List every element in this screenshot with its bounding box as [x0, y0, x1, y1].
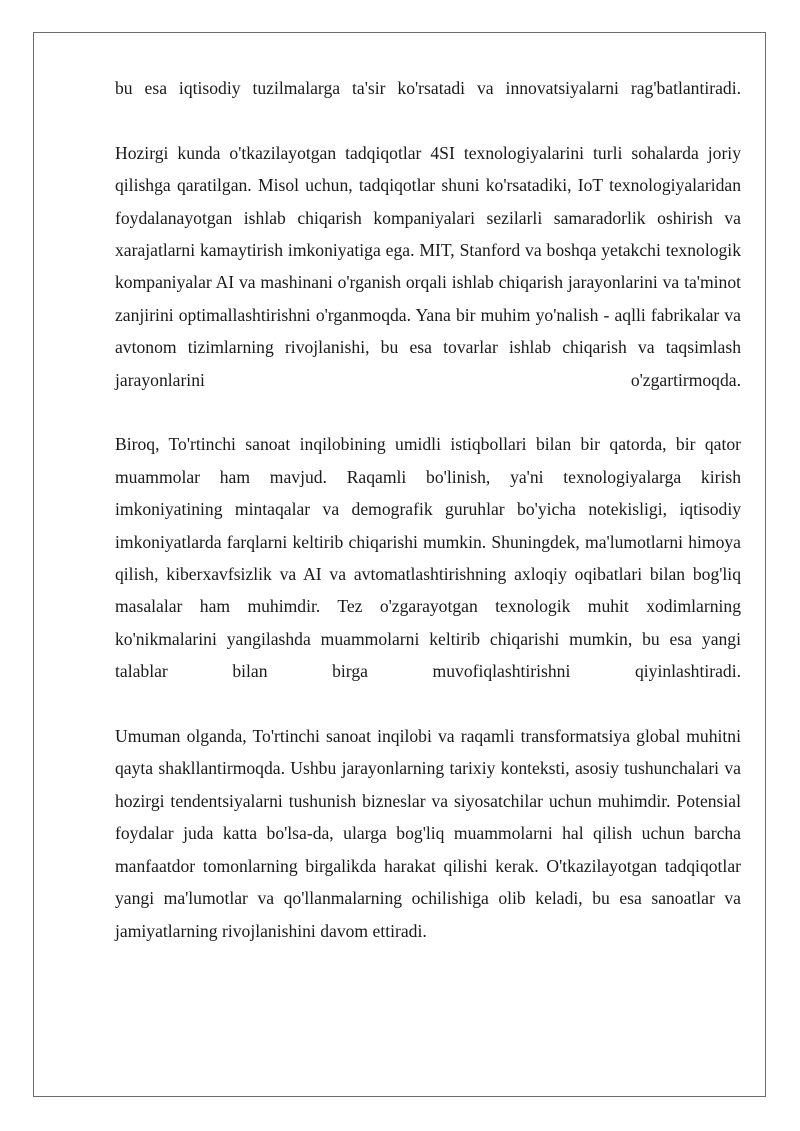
paragraph-4: Umuman olganda, To'rtinchi sanoat inqilobi va raqamli transformatsiya global muhitni qayta shakllantirmoqda. Ushbu jarayonlarning tarixiy konteksti, asosiy tushunchalari va hozirgi tendentsiyalarni tushunish bizneslar va siyosatchilar uchun muhimdir. Potensial foydalar juda katta bo'lsa-da, ularga bog'liq muammolarni hal qilish uchun barcha manfaatdor tomonlarning birgalikda harakat qilishi kerak. O'tkazilayotgan tadqiqotlar yangi ma'lumotlar va qo'llanmalarning ochilishiga olib keladi, bu esa sanoatlar va jamiyatlarning rivojlanishini davom ettiradi.	[115, 726, 741, 941]
paragraph-spacer	[115, 396, 741, 428]
paragraph-3: Biroq, To'rtinchi sanoat inqilobining umidli istiqbollari bilan bir qatorda, bir qator muammolar ham mavjud. Raqamli bo'linish, ya'ni texnologiyalarga kirish imkoniyatining mintaqalar va demografik guruhlar bo'yicha notekisligi, iqtisodiy imkoniyatlarda farqlarni keltirib chiqarishi mumkin. Shuningdek, ma'lumotlarni himoya qilish, kiberxavfsizlik va AI va avtomatlashtirishning axloqiy oqibatlari bilan bog'liq masalalar ham muhimdir. Tez o'zgarayotgan texnologik muhit xodimlarning ko'nikmalarini yangilashda muammolarni keltirib chiqarishi mumkin, bu esa yangi talablar bilan birga muvofiqlashtirishni qiyinlashtiradi.	[115, 434, 741, 682]
document-body	[115, 72, 741, 947]
paragraph-2: Hozirgi kunda o'tkazilayotgan tadqiqotlar 4SI texnologiyalarini turli sohalarda joriy qilishga qaratilgan. Misol uchun, tadqiqotlar shuni ko'rsatadiki, IoT texnologiyalaridan foydalanayotgan ishlab chiqarish kompaniyalari sezilarli samaradorlik oshirish va xarajatlarni kamaytirish imkoniyatiga ega. MIT, Stanford va boshqa yetakchi texnologik kompaniyalar AI va mashinani o'rganish orqali ishlab chiqarish jarayonlarini va ta'minot zanjirini optimallashtirishni o'rganmoqda. Yana bir muhim yo'nalish - aqlli fabrikalar va avtonom tizimlarning rivojlanishi, bu esa tovarlar ishlab chiqarish va taqsimlash jarayonlarini o'zgartirmoqda.	[115, 142, 741, 390]
paragraph-1: bu esa iqtisodiy tuzilmalarga ta'sir ko'rsatadi va innovatsiyalarni rag'batlantiradi.	[115, 78, 741, 98]
paragraph-spacer	[115, 104, 741, 136]
paragraph-spacer	[115, 688, 741, 720]
